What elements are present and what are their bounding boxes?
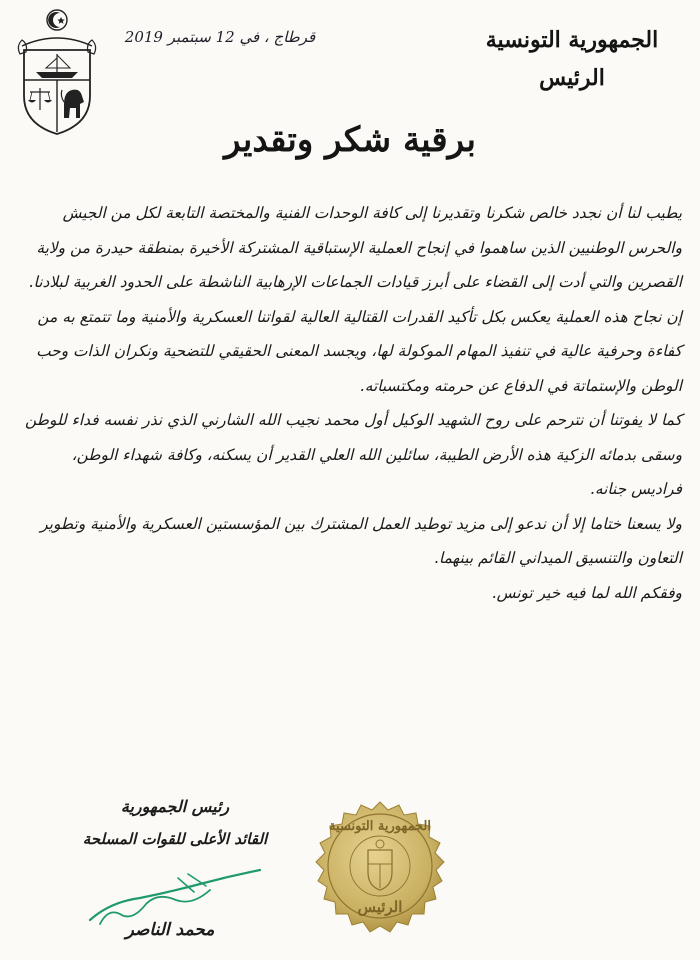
signatory-name: محمد الناصر	[125, 920, 215, 940]
place-and-date: قرطاج ، في 12 سبتمبر 2019	[124, 28, 316, 46]
paragraph-1: يطيب لنا أن نجدد خالص شكرنا وتقديرنا إلى كافة الوحدات الفنية والمختصة التابعة لكل من الجيش والحرس الوطنيين الذين ساهموا في إنجاح العملية الإستباقية المشتركة الأخيرة بمنطقة حيدرة من ولاية القصرين والتي أدت إلى القضاء على أبرز قيادات الجماعات الإرهابية الناشطة على الحدود الغربية لبلادنا.	[28, 204, 682, 291]
signatory-title: رئيس الجمهورية	[120, 797, 230, 816]
seal-bottom-text: الرئيس	[357, 898, 403, 916]
signature-block	[60, 790, 290, 854]
paragraph-3: كما لا يفوتنا أن نترحم على روح الشهيد الوكيل أول محمد نجيب الله الشارني الذي نذر نفسه فداء للوطن وسقى بدمائه الزكية هذه الأرض الطيبة، سائلين الله العلي القدير أن يسكنه، وكافة شهداء الوطن، فراديس جنانه.	[25, 411, 682, 498]
paragraph-4: ولا يسعنا ختاما إلا أن ندعو إلى مزيد توطيد العمل المشترك بين المؤسستين العسكرية والأمنية وتطوير التعاون والتنسيق الميداني القائم بينهما.	[40, 514, 682, 567]
paragraph-2: إن نجاح هذه العملية يعكس بكل تأكيد القدرات القتالية العالية لقواتنا العسكرية والأمنية وما تتمتع به من كفاءة وحرفية عالية في تنفيذ المهام الموكولة لها، ويجسد المعنى الحقيقي للتضحية ونكران الذات وحب الوطن والإستماتة في الدفاع عن حرمته ومكتسباته.	[36, 307, 682, 395]
document-title: برقية شكر وتقدير	[224, 120, 476, 160]
coat-of-arms-emblem	[14, 6, 100, 138]
presidential-seal	[300, 786, 460, 944]
letter-body	[18, 196, 682, 610]
signatory-command: القائد الأعلى للقوات المسلحة	[82, 830, 268, 848]
republic-name: الجمهورية التونسية	[485, 27, 659, 53]
letterhead	[462, 22, 682, 98]
seal-top-text: الجمهورية التونسية	[329, 819, 431, 834]
president-heading: الرئيس	[539, 65, 605, 91]
paragraph-5: وفقكم الله لما فيه خير تونس.	[491, 583, 682, 602]
